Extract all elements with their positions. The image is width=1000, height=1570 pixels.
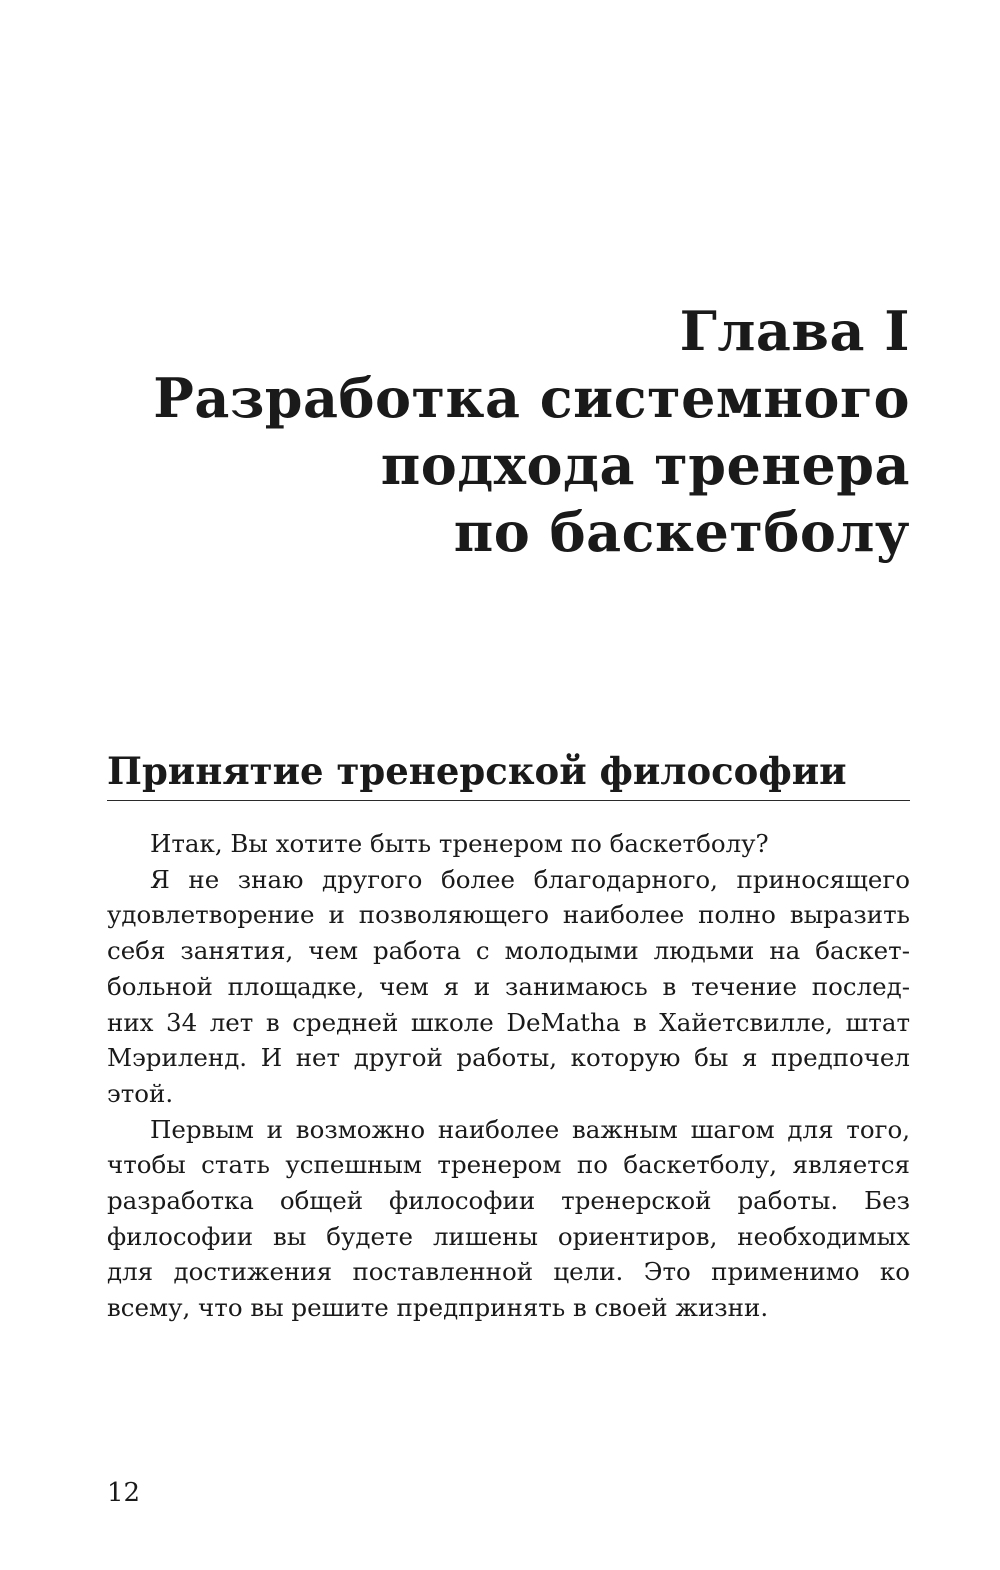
paragraph-line: для достижения поставленной цели. Это применимо ко [107,1257,910,1287]
chapter-title-line: подхода тренера [380,433,910,497]
section-title: Принятие тренерской философии [107,744,910,801]
paragraph-line: Мэриленд. И нет другой работы, которую бы я предпочел [107,1043,910,1073]
paragraph-line: чтобы стать успешным тренером по баскетболу, является [107,1150,910,1180]
paragraph-line: философии вы будете лишены ориентиров, необходимых [107,1221,910,1251]
paragraph-line: этой. [107,1078,174,1108]
paragraph-line: разработка общей философии тренерской работы. Без [107,1186,910,1216]
paragraph-line: удовлетворение и позволяющего наиболее полно выразить [107,900,910,930]
paragraph-line: Я не знаю другого более благодарного, приносящего [150,864,910,894]
chapter-title-line: Разработка системного [153,366,910,430]
paragraph-line: себя занятия, чем работа с молодыми людьми на баскет- [107,936,910,966]
page-number: 12 [107,1478,141,1508]
chapter-heading [150,298,910,566]
body-text [107,826,910,1326]
paragraph-line: всему, что вы решите предпринять в своей жизни. [107,1293,769,1323]
paragraph-line: Итак, Вы хотите быть тренером по баскетболу? [150,829,769,858]
chapter-title-line: по баскетболу [453,500,910,564]
paragraph-line: больной площадке, чем я и занимаюсь в течение послед- [107,971,910,1001]
chapter-number: Глава I [679,299,910,363]
paragraph-line: них 34 лет в средней школе DeMatha в Хайетсвилле, штат [107,1007,910,1037]
paragraph-line: Первым и возможно наиболее важным шагом для того, [150,1114,910,1144]
